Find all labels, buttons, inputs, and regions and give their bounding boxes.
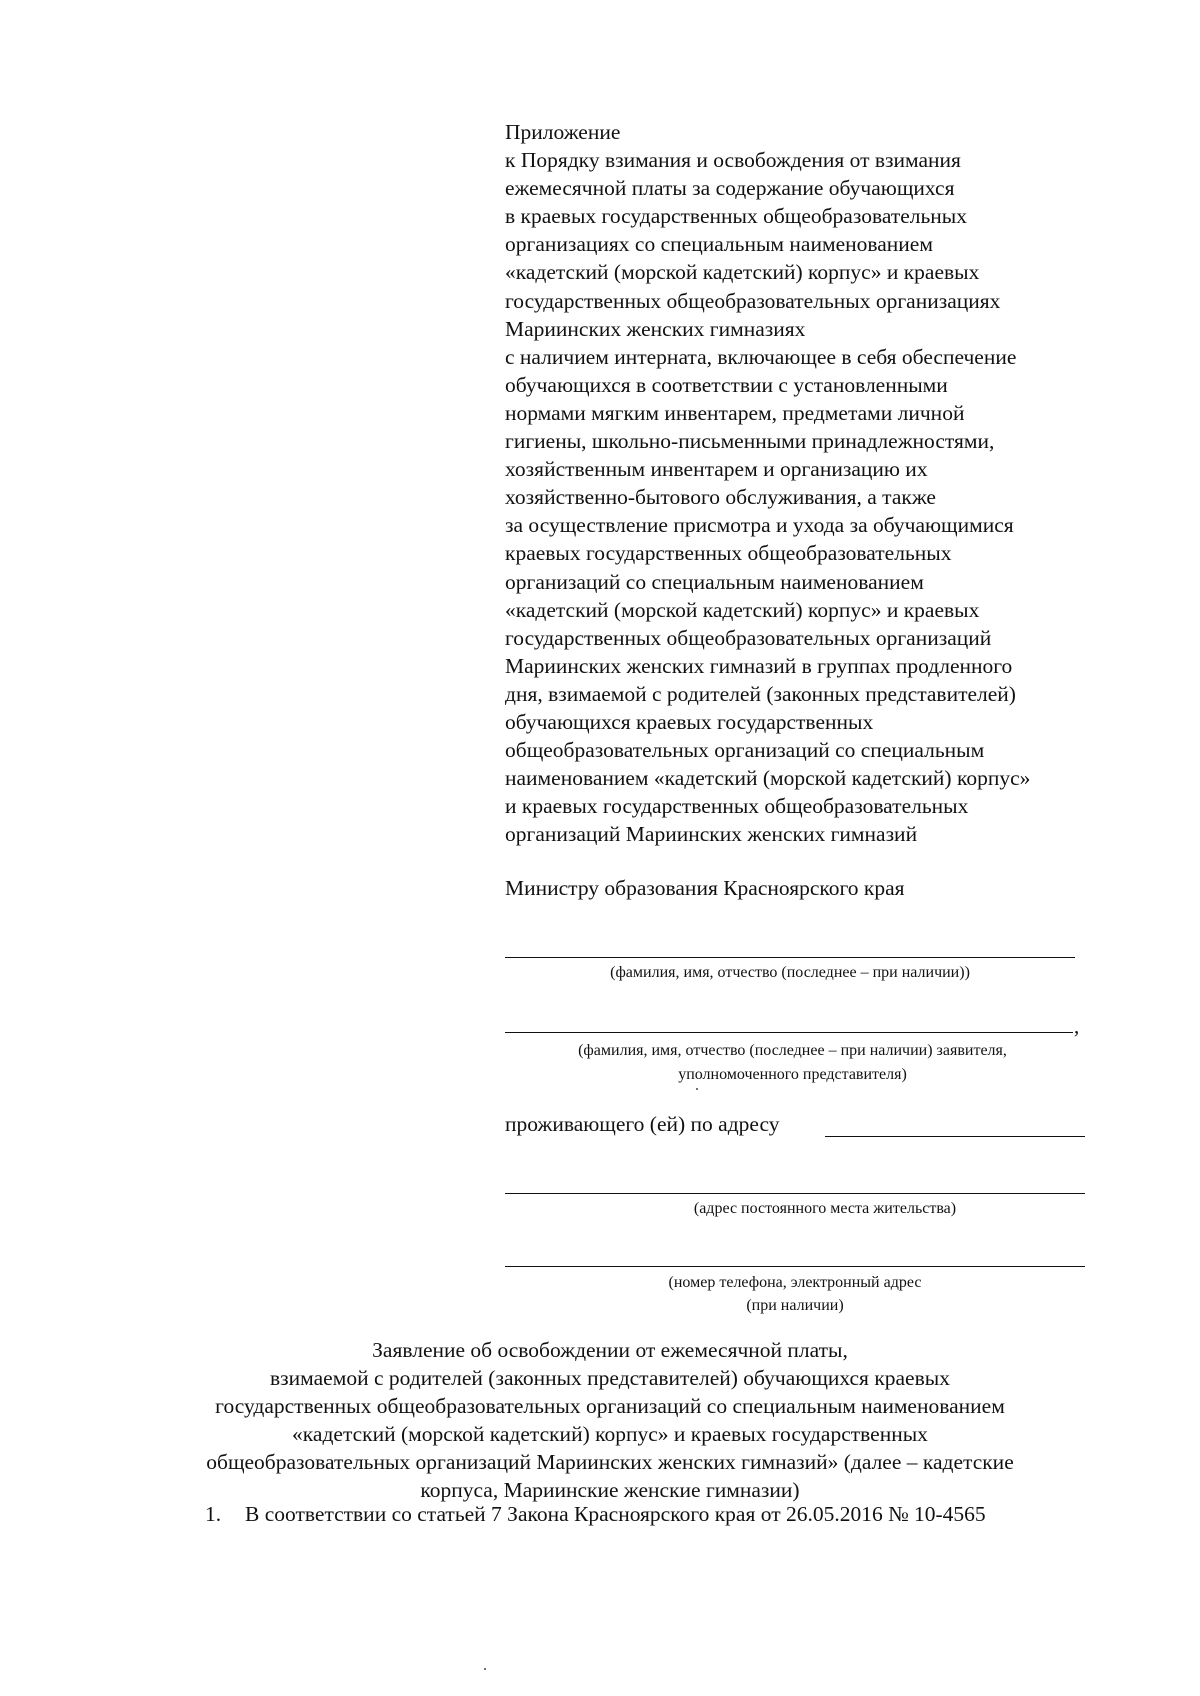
- statement-title-line: государственных общеобразовательных организаций со специальным наименованием: [215, 1394, 1005, 1418]
- annex-line: в краевых государственных общеобразовательных: [505, 204, 967, 229]
- contact-caption-line2: (при наличии): [746, 1297, 844, 1314]
- annex-line: организаций со специальным наименованием: [505, 569, 924, 594]
- annex-line: Мариинских женских гимназиях: [505, 316, 806, 341]
- annex-line: дня, взимаемой с родителей (законных представителей): [505, 681, 1016, 706]
- residence-label: проживающего (ей) по адресу: [505, 1112, 780, 1136]
- minister-name-caption: (фамилия, имя, отчество (последнее – при наличии)): [610, 964, 970, 981]
- annex-line: и краевых государственных общеобразовательных: [505, 794, 969, 819]
- annex-line: хозяйственно-бытового обслуживания, а также: [505, 485, 936, 510]
- statement-title: [120, 1336, 1100, 1504]
- annex-line: хозяйственным инвентарем и организацию их: [505, 457, 928, 482]
- annex-line: с наличием интерната, включающее в себя обеспечение: [505, 344, 1017, 369]
- annex-line: за осуществление присмотра и ухода за обучающимися: [505, 513, 1014, 538]
- scan-speck: [484, 1668, 486, 1670]
- statement-title-line: общеобразовательных организаций Мариинских женских гимназий» (далее – кадетские: [206, 1450, 1014, 1474]
- paragraph-1: [205, 1502, 986, 1527]
- address-field-line[interactable]: [505, 1193, 1085, 1194]
- annex-line: общеобразовательных организаций со специальным: [505, 738, 985, 763]
- annex-line: обучающихся в соответствии с установленными: [505, 372, 948, 397]
- annex-line: к Порядку взимания и освобождения от взимания: [505, 148, 961, 173]
- annex-line: «кадетский (морской кадетский) корпус» и краевых: [505, 597, 980, 622]
- minister-name-field-line[interactable]: [505, 957, 1075, 958]
- contact-caption-line1: (номер телефона, электронный адрес: [668, 1274, 922, 1291]
- statement-title-line: взимаемой с родителей (законных представителей) обучающихся краевых: [270, 1366, 950, 1390]
- applicant-name-caption-line2: уполномоченного представителя): [678, 1066, 907, 1083]
- annex-line: организаций Мариинских женских гимназий: [505, 822, 918, 847]
- annex-line: нормами мягким инвентарем, предметами личной: [505, 400, 965, 425]
- statement-title-line: «кадетский (морской кадетский) корпус» и краевых государственных: [292, 1422, 928, 1446]
- applicant-name-caption-line1: (фамилия, имя, отчество (последнее – при наличии) заявителя,: [578, 1042, 1007, 1059]
- annex-line: государственных общеобразовательных организациях: [505, 288, 1001, 313]
- addressee: Министру образования Красноярского края: [505, 876, 905, 900]
- scan-speck: [696, 1088, 698, 1090]
- statement-title-line: корпуса, Мариинские женские гимназии): [420, 1478, 800, 1502]
- annex-line: организациях со специальным наименованием: [505, 232, 933, 257]
- annex-line: наименованием «кадетский (морской кадетский) корпус»: [505, 766, 1031, 791]
- annex-line: государственных общеобразовательных организаций: [505, 625, 992, 650]
- annex-line: ежемесячной платы за содержание обучающихся: [505, 176, 955, 201]
- paragraph-number: 1.: [205, 1502, 222, 1526]
- annex-line: гигиены, школьно-письменными принадлежностями,: [505, 429, 995, 454]
- annex-line: краевых государственных общеобразовательных: [505, 541, 952, 566]
- contact-field-line[interactable]: [505, 1266, 1085, 1267]
- applicant-name-field-line[interactable]: [505, 1032, 1073, 1033]
- annex-line: обучающихся краевых государственных: [505, 709, 874, 734]
- annex-line: Приложение: [505, 120, 621, 144]
- applicant-name-suffix: ,: [1074, 1014, 1080, 1038]
- annex-line: Мариинских женских гимназий в группах продленного: [505, 653, 1013, 678]
- address-caption: (адрес постоянного места жительства): [693, 1200, 957, 1217]
- annex-line: «кадетский (морской кадетский) корпус» и краевых: [505, 260, 980, 285]
- annex-header: [505, 118, 1105, 848]
- residence-field-line[interactable]: [825, 1136, 1085, 1137]
- statement-title-line: Заявление об освобождении от ежемесячной платы,: [372, 1338, 848, 1362]
- paragraph-text: В соответствии со статьей 7 Закона Красноярского края от 26.05.2016 № 10-4565: [245, 1502, 986, 1526]
